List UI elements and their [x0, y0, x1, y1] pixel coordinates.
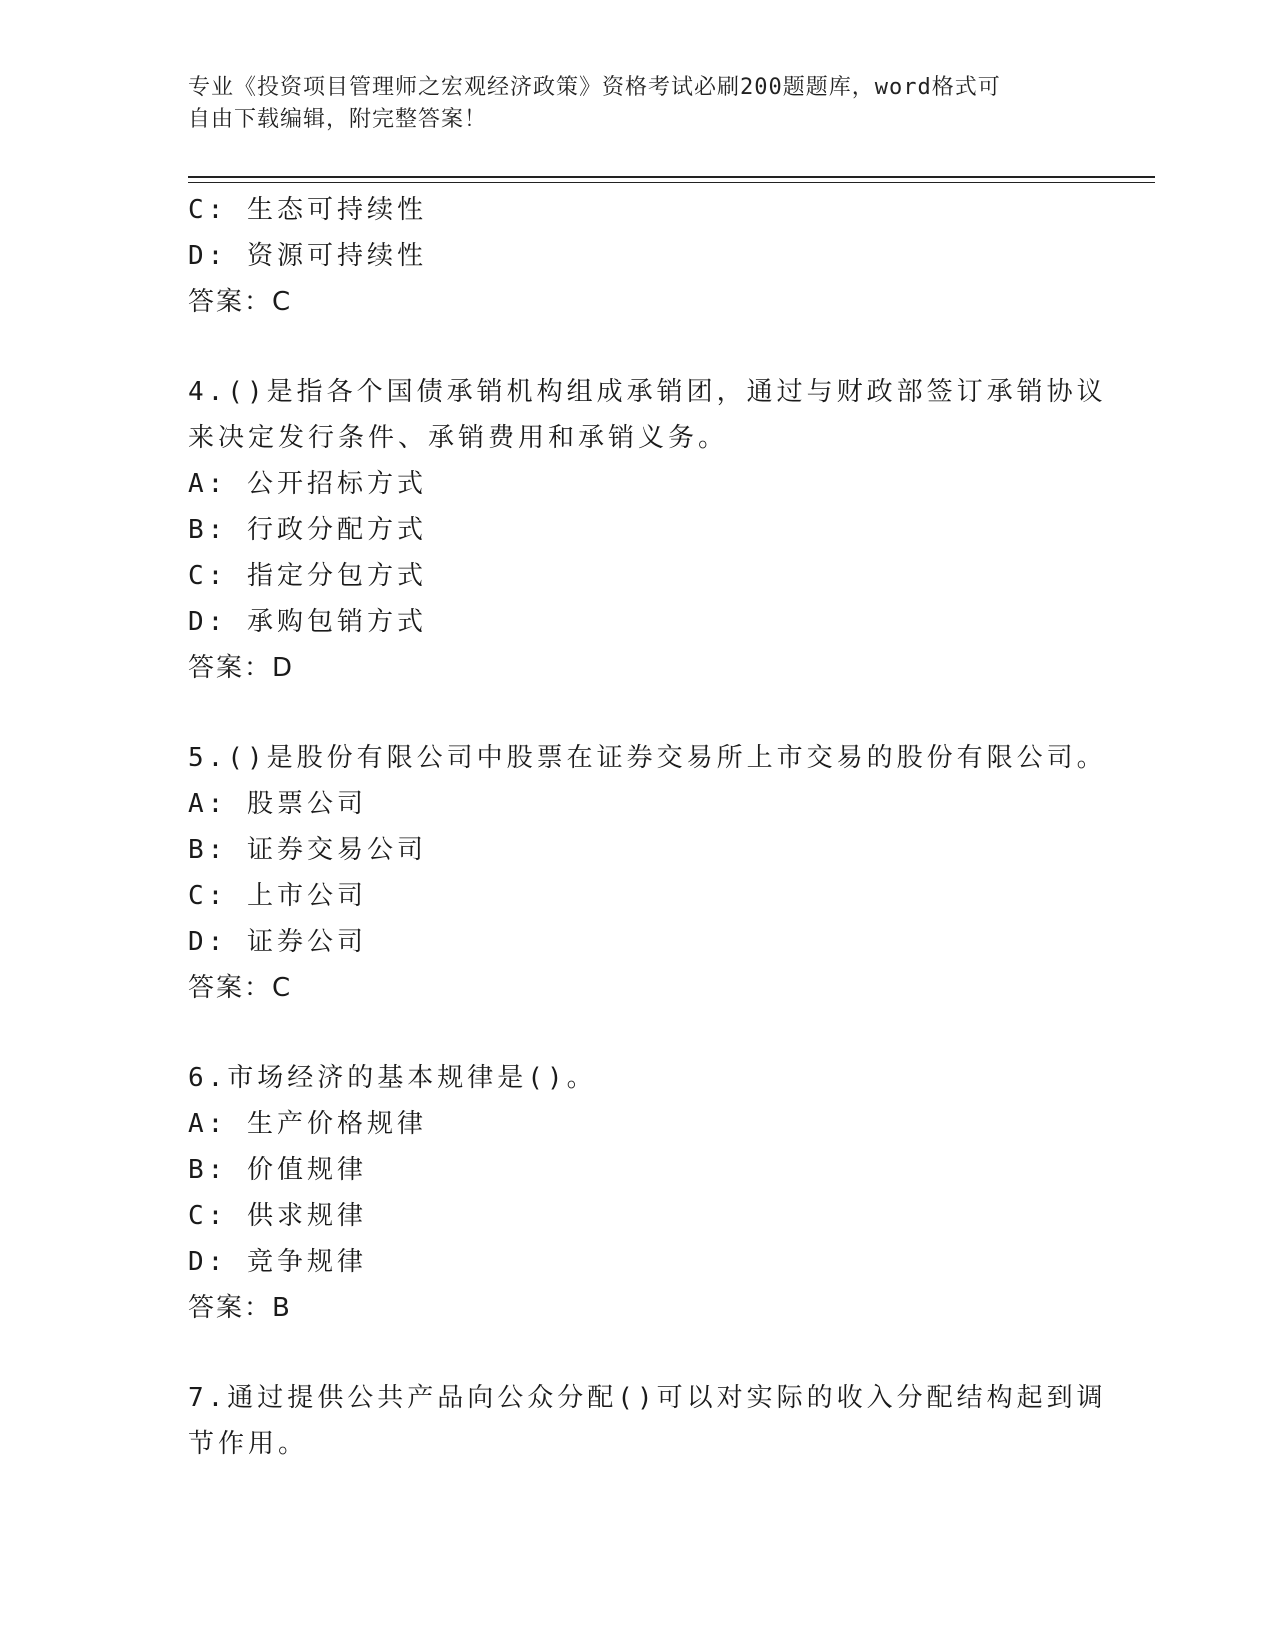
question-stem-line: 5.()是股份有限公司中股票在证券交易所上市交易的股份有限公司。: [188, 743, 1107, 773]
option-d: D: 竞争规律: [188, 1247, 367, 1277]
question-stem-line: 4.()是指各个国债承销机构组成承销团，通过与财政部签订承销协议: [188, 377, 1107, 407]
question-stem-line: 6.市场经济的基本规律是()。: [188, 1063, 597, 1093]
answer-label: 答案：D: [188, 653, 295, 683]
option-a: A: 生产价格规律: [188, 1109, 427, 1139]
spacer: [188, 1011, 1088, 1055]
option-d: D: 承购包销方式: [188, 607, 427, 637]
question-stem-line: 来决定发行条件、承销费用和承销义务。: [188, 423, 729, 453]
option-c: C: 上市公司: [188, 881, 367, 911]
option-a: A: 股票公司: [188, 789, 367, 819]
answer-label: 答案：C: [188, 287, 293, 317]
option-c: C: 生态可持续性: [188, 195, 427, 225]
option-b: B: 行政分配方式: [188, 515, 427, 545]
question-fragment: [188, 187, 1088, 325]
spacer: [188, 691, 1088, 735]
option-d: D: 证券公司: [188, 927, 367, 957]
option-b: B: 价值规律: [188, 1155, 367, 1185]
question-block: [188, 369, 1107, 691]
header-line-2: 自由下载编辑，附完整答案！: [188, 107, 488, 132]
header-line-1: 专业《投资项目管理师之宏观经济政策》资格考试必刷200题题库，word格式可: [188, 75, 1001, 100]
option-b: B: 证券交易公司: [188, 835, 427, 865]
answer-label: 答案：B: [188, 1293, 292, 1323]
option-d: D: 资源可持续性: [188, 241, 427, 271]
page-header: [188, 72, 1068, 136]
question-list: [188, 187, 1107, 1467]
question-stem-line: 7.通过提供公共产品向公众分配()可以对实际的收入分配结构起到调: [188, 1383, 1107, 1413]
answer-label: 答案：C: [188, 973, 293, 1003]
header-divider-thin: [188, 182, 1155, 183]
option-a: A: 公开招标方式: [188, 469, 427, 499]
question-block: [188, 1375, 1107, 1467]
option-c: C: 供求规律: [188, 1201, 367, 1231]
spacer: [188, 325, 1088, 369]
header-divider-thick: [188, 176, 1155, 178]
spacer: [188, 1331, 1088, 1375]
question-block: [188, 735, 1107, 1011]
question-stem-line: 节作用。: [188, 1429, 309, 1459]
question-block: [188, 1055, 1088, 1331]
option-c: C: 指定分包方式: [188, 561, 427, 591]
